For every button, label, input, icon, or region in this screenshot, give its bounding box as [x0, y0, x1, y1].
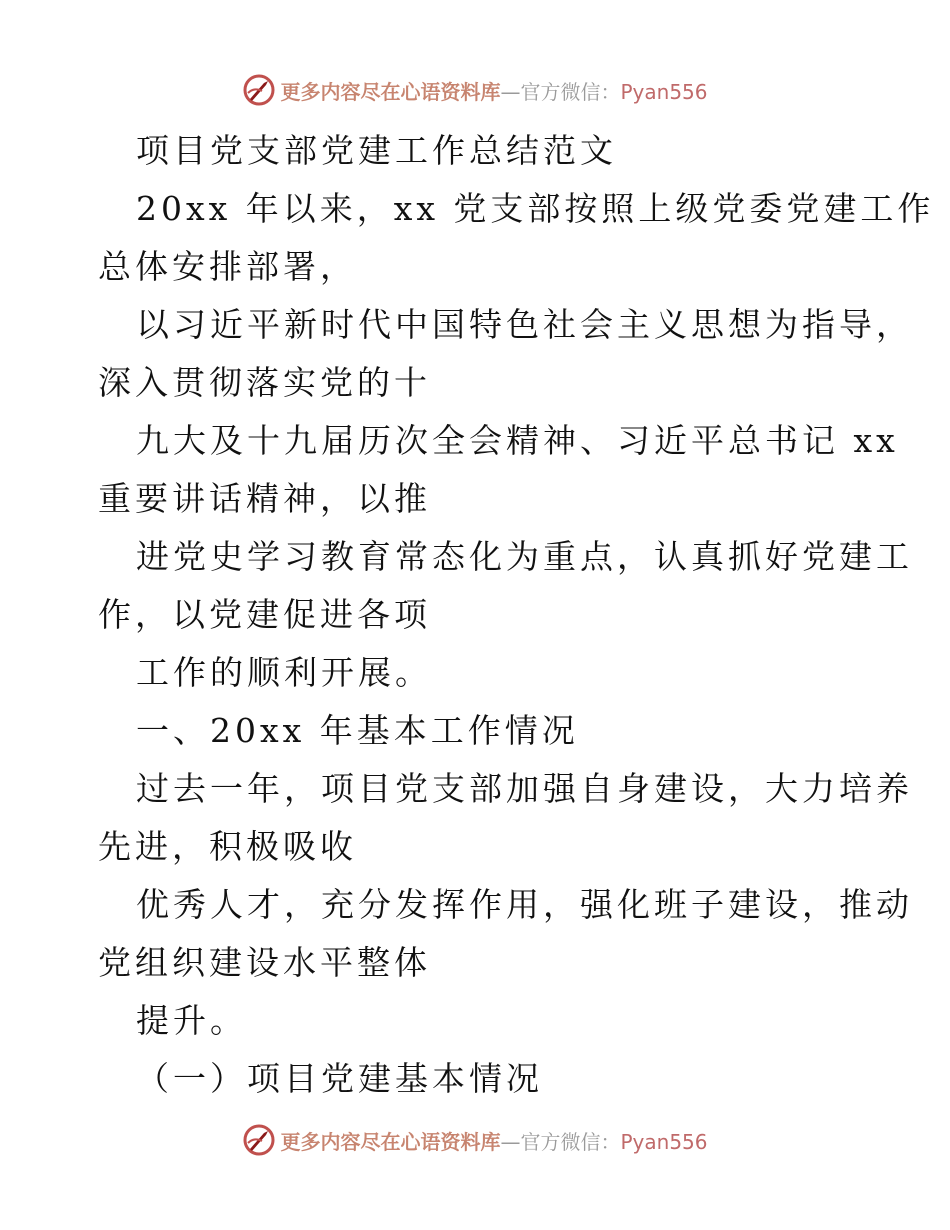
footer-watermark — [0, 1120, 950, 1160]
watermark-text — [280, 76, 707, 105]
watermark-label: 官方微信： — [520, 1129, 621, 1154]
text-line: 九大及十九届历次全会精神、习近平总书记 xx — [136, 421, 899, 460]
text-line: 工作的顺利开展。 — [136, 653, 432, 692]
text-line: （一）项目党建基本情况 — [136, 1059, 543, 1098]
watermark-id: Pyan556 — [620, 1129, 708, 1154]
quill-pen-circle-icon — [242, 73, 276, 107]
watermark-main: 更多内容尽在心语资料库 — [280, 79, 501, 104]
text-line: 20xx 年以来，xx 党支部按照上级党委党建工作 — [136, 189, 935, 228]
text-line: 进党史学习教育常态化为重点，认真抓好党建工 — [136, 537, 913, 576]
text-line: 过去一年，项目党支部加强自身建设，大力培养 — [136, 769, 913, 808]
quill-pen-circle-icon — [242, 1123, 276, 1157]
watermark-label: 官方微信： — [520, 79, 621, 104]
text-line: 一、20xx 年基本工作情况 — [136, 711, 579, 750]
header-watermark — [0, 70, 950, 110]
text-line: 优秀人才，充分发挥作用，强化班子建设，推动 — [136, 885, 913, 924]
document-body — [98, 122, 935, 1108]
text-line: 先进，积极吸收 — [98, 827, 357, 866]
text-line: 项目党支部党建工作总结范文 — [136, 131, 617, 170]
text-line: 党组织建设水平整体 — [98, 943, 431, 982]
watermark-separator: — — [500, 79, 521, 104]
watermark-separator: — — [500, 1129, 521, 1154]
text-line: 以习近平新时代中国特色社会主义思想为指导， — [136, 305, 913, 344]
text-line: 作，以党建促进各项 — [98, 595, 431, 634]
text-line: 总体安排部署， — [98, 247, 357, 286]
text-line: 重要讲话精神，以推 — [98, 479, 431, 518]
watermark-main: 更多内容尽在心语资料库 — [280, 1129, 501, 1154]
watermark-text — [280, 1126, 707, 1155]
text-line: 提升。 — [136, 1001, 247, 1040]
watermark-id: Pyan556 — [620, 79, 708, 104]
text-line: 深入贯彻落实党的十 — [98, 363, 431, 402]
